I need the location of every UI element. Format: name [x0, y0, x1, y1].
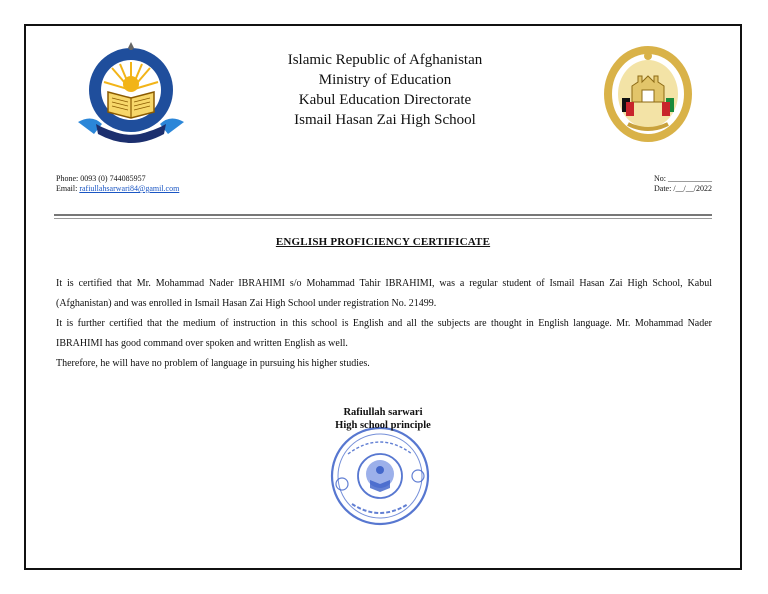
- institution-header: [216, 50, 554, 130]
- date-label: Date:: [654, 184, 672, 193]
- header-divider-thin: [54, 218, 712, 219]
- signatory-name: Rafiullah sarwari: [343, 407, 423, 418]
- certificate-body: [56, 274, 712, 374]
- body-paragraph-conclusion: Therefore, he will have no problem of language in pursuing his higher studies.: [56, 358, 370, 369]
- body-paragraph-medium: It is further certified that the medium of instruction in this school is English and all the subjects are thought in English language. Mr. Mohammad Nader IBRAHIMI has good command over spoken and written English as well.: [56, 318, 712, 349]
- phone-label: Phone:: [56, 174, 79, 183]
- number-line: [654, 174, 712, 184]
- header-line-school: Ismail Hasan Zai High School: [294, 112, 476, 128]
- header-line-directorate: Kabul Education Directorate: [298, 92, 472, 108]
- phone-number: 0093 (0) 744085957: [80, 174, 146, 183]
- signature-block: [26, 406, 740, 432]
- phone-line: [56, 174, 179, 184]
- email-label: Email:: [56, 184, 78, 193]
- school-seal-stamp-icon: [328, 424, 432, 528]
- body-paragraph-enrollment: It is certified that Mr. Mohammad Nader IBRAHIMI s/o Mohammad Tahir IBRAHIMI, was a regular student of Ismail Hasan Zai High School, Kabul (Afghanistan) and was enrolled in Ismail Hasan Zai High School under registration No. 21499.: [56, 278, 712, 309]
- certificate-title: ENGLISH PROFICIENCY CERTIFICATE: [275, 236, 491, 248]
- date-line: [654, 184, 712, 194]
- header-line-republic: Islamic Republic of Afghanistan: [287, 52, 483, 68]
- signatory-position: High school principle: [335, 420, 431, 431]
- ministry-of-education-emblem-icon: [72, 40, 190, 146]
- header-line-ministry: Ministry of Education: [318, 72, 452, 88]
- email-line: [56, 184, 179, 194]
- contact-details: [56, 174, 179, 194]
- date-value: /__/__/2022: [673, 184, 712, 193]
- email-link[interactable]: rafiullahsarwari84@gamil.com: [79, 184, 180, 193]
- certificate-page: [24, 24, 742, 570]
- document-meta: [654, 174, 712, 194]
- header-divider-thick: [54, 214, 712, 216]
- number-label: No:: [654, 174, 666, 183]
- afghanistan-national-emblem-icon: [602, 42, 694, 144]
- number-value: ___________: [668, 174, 712, 183]
